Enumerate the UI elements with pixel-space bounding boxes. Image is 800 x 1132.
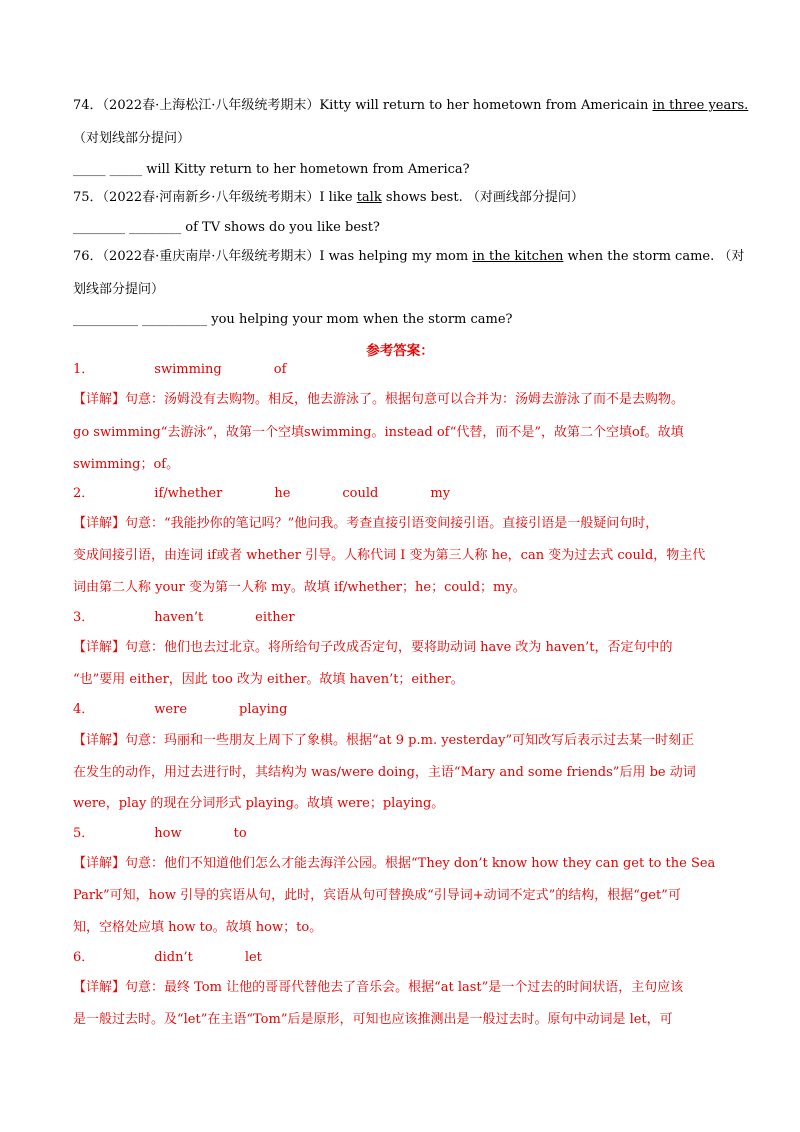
question-text: Kitty will return to her hometown from Americain <box>319 98 653 113</box>
answer-word: he <box>274 486 291 501</box>
answer-word: could <box>342 486 379 501</box>
answer-2 <box>73 485 450 503</box>
underlined-phrase: in the kitchen <box>472 249 564 264</box>
answer-number: 2． <box>73 486 95 501</box>
answer-number: 6． <box>73 950 95 965</box>
answer-word: of <box>273 362 287 377</box>
question-74-answer-line: _____ _____ will Kitty return to her hometown from America? <box>73 162 470 177</box>
answer-2-detail: 变成间接引语，由连词 if或者 whether 引导。人称代词 I 变为第三人称 he，can 变为过去式 could，物主代 <box>73 548 706 563</box>
question-text: I was helping my mom <box>319 249 473 264</box>
answer-word: how <box>154 826 182 841</box>
question-source: （2022春·河南新乡·八年级统考期末） <box>102 190 320 205</box>
question-76 <box>73 248 744 266</box>
answer-word: either <box>255 610 295 625</box>
question-75-answer-line: ________ ________ of TV shows do you like best? <box>73 220 380 235</box>
answer-6 <box>73 949 262 967</box>
answer-4 <box>73 701 287 719</box>
answer-1-detail: go swimming“去游泳”，故第一个空填swimming。instead of“代替，而不是”，故第二个空填of。故填 <box>73 425 684 440</box>
answer-5 <box>73 825 247 843</box>
answer-word: if/whether <box>154 486 223 501</box>
answer-word: didn’t <box>154 950 193 965</box>
answer-6-detail: 是一般过去时。及“let”在主语“Tom”后是原形，可知也应该推测出是一般过去时。原句中动词是 let，可 <box>73 1012 673 1027</box>
underlined-phrase: in three years. <box>652 98 749 113</box>
answer-4-detail: 在发生的动作，用过去进行时，其结构为 was/were doing，主语“Mary and some friends”后用 be 动词 <box>73 765 696 780</box>
answer-word: haven’t <box>154 610 204 625</box>
underlined-phrase: talk <box>356 190 382 205</box>
answer-6-detail: 【详解】句意：最终 Tom 让他的哥哥代替他去了音乐会。根据“at last”是一个过去的时间状语，主句应该 <box>73 980 684 995</box>
answer-4-detail: 【详解】句意：玛丽和一些朋友上周下了象棋。根据“at 9 p.m. yesterday”可知改写后表示过去某一时刻正 <box>73 733 695 748</box>
answer-3 <box>73 609 295 627</box>
answer-word: my <box>430 486 451 501</box>
question-75 <box>73 189 584 207</box>
question-74-note: （对划线部分提问） <box>73 131 191 146</box>
answer-2-detail: 【详解】句意：“我能抄你的笔记吗？”他问我。考查直接引语变间接引语。直接引语是一般疑问句时， <box>73 516 659 531</box>
answers-title: 参考答案： <box>366 343 434 359</box>
question-text-after: when the storm came. <box>563 249 715 264</box>
answer-number: 5． <box>73 826 95 841</box>
question-note: （对画线部分提问） <box>466 190 584 205</box>
answer-word: playing <box>239 702 288 717</box>
answer-word: let <box>244 950 262 965</box>
answer-word: swimming <box>154 362 222 377</box>
answer-5-detail: 【详解】句意：他们不知道他们怎么才能去海洋公园。根据“They don’t know how they can get to the Sea <box>73 856 716 871</box>
answer-3-detail: “也”要用 either，因此 too 改为 either。故填 haven’t；either。 <box>73 672 464 687</box>
question-source: （2022春·上海松江·八年级统考期末） <box>102 98 320 113</box>
question-number: 74． <box>73 98 103 113</box>
answer-2-detail: 词由第二人称 your 变为第一人称 my。故填 if/whether；he；could；my。 <box>73 580 526 595</box>
answer-1-detail: swimming；of。 <box>73 457 180 472</box>
question-74 <box>73 97 748 115</box>
answer-5-detail: 知，空格处应填 how to。故填 how；to。 <box>73 920 323 935</box>
question-number: 75． <box>73 190 103 205</box>
answer-5-detail: Park”可知，how 引导的宾语从句，此时，宾语从句可替换成“引导词+动词不定式”的结构，根据“get”可 <box>73 888 681 903</box>
question-note-start: （对 <box>718 249 745 264</box>
question-text-after: shows best. <box>381 190 463 205</box>
question-76-answer-line: __________ __________ you helping your mom when the storm came? <box>73 312 513 327</box>
answer-number: 1． <box>73 362 95 377</box>
answer-4-detail: were，play 的现在分词形式 playing。故填 were；playing。 <box>73 796 445 811</box>
question-76-note: 划线部分提问） <box>73 282 165 297</box>
question-source: （2022春·重庆南岸·八年级统考期末） <box>102 249 320 264</box>
question-number: 76． <box>73 249 103 264</box>
question-text: I like <box>319 190 357 205</box>
answer-number: 4． <box>73 702 95 717</box>
answer-1 <box>73 361 286 379</box>
answer-word: were <box>154 702 188 717</box>
answer-word: to <box>233 826 247 841</box>
answer-number: 3． <box>73 610 95 625</box>
answer-3-detail: 【详解】句意：他们也去过北京。将所给句子改成否定句，要将助动词 have 改为 haven’t，否定句中的 <box>73 640 673 655</box>
answer-1-detail: 【详解】句意：汤姆没有去购物。相反，他去游泳了。根据句意可以合并为：汤姆去游泳了而不是去购物。 <box>73 392 685 407</box>
